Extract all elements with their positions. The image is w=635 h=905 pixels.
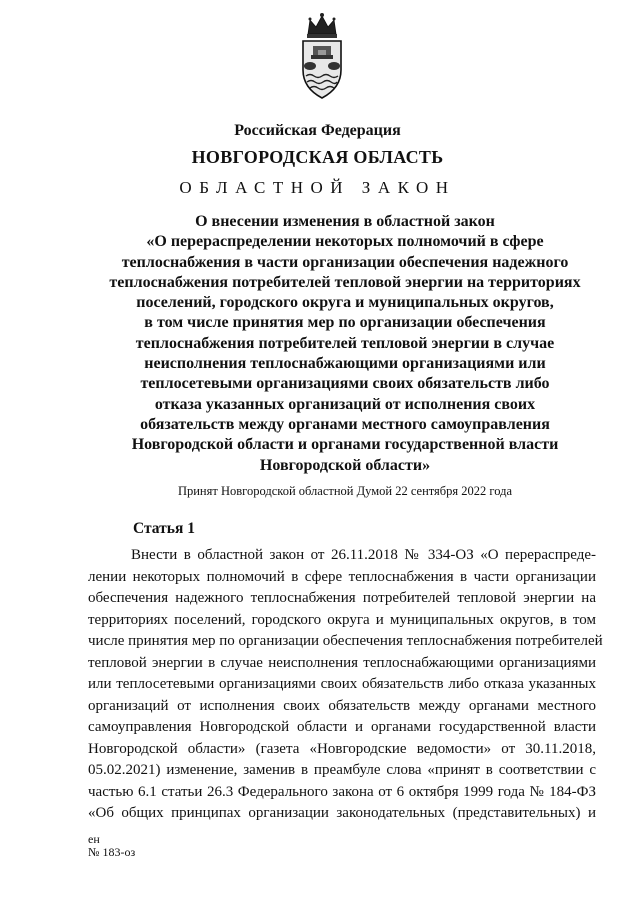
article-line: тепловой энергии в случае неисполнения теплоснабжающими организациями: [88, 654, 596, 671]
article-line: или теплосетевыми организациями своих обязательств либо отказа указанных: [88, 676, 596, 692]
region-name: НОВГОРОДСКАЯ ОБЛАСТЬ: [191, 147, 444, 167]
title-line: «О перераспределении некоторых полномочий в сфере: [146, 233, 544, 251]
article-body: [88, 545, 603, 825]
title-line: Новгородской области и органами государственной власти: [131, 436, 559, 454]
coat-of-arms-icon: [296, 12, 348, 102]
article-line: частью 6.1 статьи 26.3 Федерального закона от 6 октября 1999 года № 184-ФЗ: [88, 783, 596, 800]
title-line: теплосетевыми организациями своих обязательств либо: [140, 375, 550, 393]
title-line: Новгородской области»: [259, 456, 431, 474]
title-line: теплоснабжения потребителей тепловой энергии в случае: [135, 334, 555, 352]
article-line: организаций от исполнения своих обязательств между органами местного: [88, 697, 596, 714]
article-line: числе принятия мер по организации обеспечения теплоснабжения потребителей: [88, 633, 603, 649]
title-line: обязательств между органами местного самоуправления: [140, 415, 550, 433]
document-footer: [88, 833, 135, 859]
executor-initials: ен: [88, 832, 100, 846]
article-line: «Об общих принципах организации законодательных (представительных) и: [88, 805, 596, 821]
article-line: Внести в областной закон от 26.11.2018 № 334-ОЗ «О перераспреде-: [131, 547, 596, 563]
article-line: территориях поселений, городского округа и муниципальных округов, в том: [88, 611, 596, 628]
title-line: неисполнения теплоснабжающими организациями или: [144, 355, 546, 373]
title-line: теплоснабжения в части организации обеспечения надежного: [121, 253, 569, 271]
article-heading: Статья 1: [133, 520, 195, 537]
article-line: 05.02.2021) изменение, заменив в преамбуле слова «принят в соответствии с: [88, 762, 596, 778]
title-line: отказа указанных организаций от исполнения своих: [154, 395, 536, 413]
article-line: Новгородской области» (газета «Новгородские ведомости» от 30.11.2018,: [88, 740, 596, 757]
title-line: в том числе принятия мер по организации обеспечения: [144, 314, 546, 332]
law-title: [100, 212, 590, 476]
title-line: О внесении изменения в областной закон: [195, 213, 495, 230]
title-line: поселений, городского округа и муниципальных округов,: [136, 294, 554, 312]
law-number: № 183-оз: [88, 845, 136, 859]
title-line: теплоснабжения потребителей тепловой энергии на территориях: [109, 273, 581, 291]
article-line: самоуправления Новгородской области и органами государственной власти: [88, 719, 596, 735]
adoption-note: Принят Новгородской областной Думой 22 сентября 2022 года: [177, 484, 513, 498]
document-type: ОБЛАСТНОЙ ЗАКОН: [179, 178, 456, 197]
article-line: лении некоторых полномочий в сфере теплоснабжения в части организации: [88, 568, 596, 585]
country-name: Российская Федерация: [234, 122, 401, 139]
article-line: обеспечения надежного теплоснабжения потребителей тепловой энергии на: [88, 590, 596, 606]
